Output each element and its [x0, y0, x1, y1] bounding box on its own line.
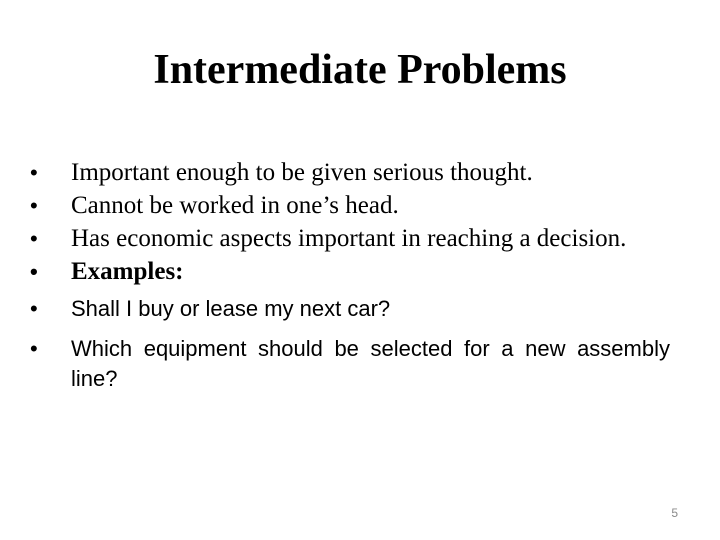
page-number: 5 — [671, 506, 678, 520]
bullet-text: Has economic aspects important in reaching a decision. — [71, 225, 627, 252]
bullet-dot-icon: • — [30, 296, 38, 321]
bullet-text: Shall I buy or lease my next car? — [71, 296, 391, 321]
bullet-item — [30, 189, 670, 222]
bullet-dot-icon: • — [30, 160, 38, 185]
bullet-item-examples — [30, 255, 670, 288]
slide-title: Intermediate Problems — [153, 47, 567, 93]
bullet-text: Important enough to be given serious thought. — [71, 159, 533, 186]
bullet-dot-icon: • — [30, 193, 38, 218]
bullet-item — [30, 294, 670, 324]
bullet-dot-icon: • — [30, 259, 38, 284]
bullet-dot-icon: • — [30, 226, 38, 251]
bullet-item — [30, 156, 670, 189]
bullet-dot-icon: • — [30, 336, 38, 361]
bullet-text: Cannot be worked in one’s head. — [71, 192, 399, 219]
bullet-text: Examples: — [71, 258, 184, 285]
bullet-text: Which equipment should be selected for a new assembly line? — [71, 336, 670, 391]
bullet-item — [30, 222, 670, 255]
bullet-list — [30, 156, 670, 394]
bullet-item — [30, 334, 670, 394]
